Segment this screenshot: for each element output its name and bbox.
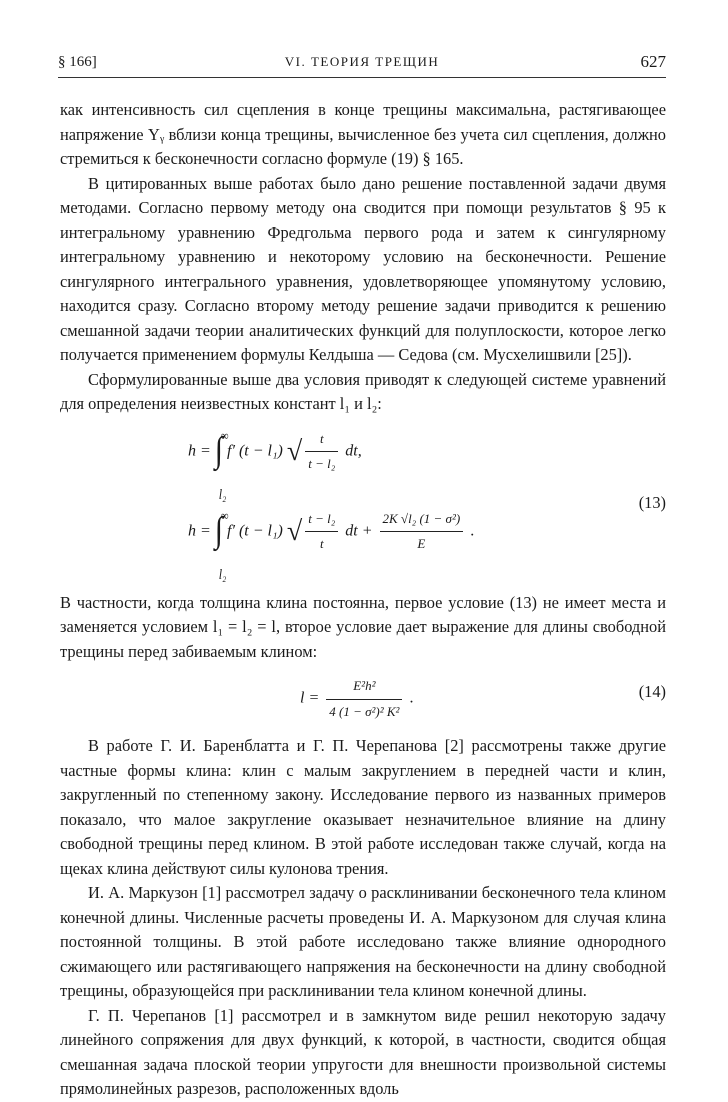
- eq13-l1-frac-den: t − l₂: [308, 456, 336, 471]
- paragraph-4: В частности, когда толщина клина постоянна, первое условие (13) не имеет места и заменяется условием l₁ = l₂ = l, второе условие дает выражение для длины свободной трещины перед забиваемым клином:: [60, 592, 666, 661]
- paragraph-7: Г. П. Черепанов [1] рассмотрел и в замкнутом виде решил некоторую задачу линейного сопряжения для двух функций, к которой, в частности, сводится общая смешанная задача плоской теории упругости для внешности произвольной системы прямолинейных разрезов, расположенных вдоль: [60, 1005, 666, 1098]
- eq13-l2-frac-den: t: [319, 536, 324, 551]
- page-number: 627: [640, 52, 666, 71]
- header-section: § 166]: [58, 54, 97, 70]
- equation-14-line: [300, 674, 413, 724]
- eq13-l2-frac2-den: E: [417, 536, 426, 551]
- eq13-l1-upper-limit: ∞: [220, 429, 229, 444]
- eq13-l2-lower-limit: l₂: [218, 566, 227, 583]
- eq13-l1-tail: dt,: [345, 442, 362, 460]
- header-rule: [58, 77, 666, 78]
- eq13-l2-integrand: f′ (t − l₁): [227, 522, 283, 540]
- eq14-fraction: [326, 674, 402, 724]
- eq13-l2-tail: .: [470, 522, 475, 540]
- running-header: [58, 52, 666, 76]
- page-body: [60, 98, 666, 1102]
- eq13-l1-frac-num: t: [305, 427, 338, 453]
- eq13-l2-upper-limit: ∞: [220, 509, 229, 524]
- sqrt-sign: √: [286, 515, 303, 547]
- equation-13: [60, 419, 666, 587]
- eq13-l2-fraction-2: [380, 507, 464, 557]
- eq13-l1-integrand: f′ (t − l₁): [227, 442, 283, 460]
- paragraph-6: И. А. Маркузон [1] рассмотрел задачу о расклинивании бесконечного тела клином конечной длины. Численные расчеты проведены И. А. Маркузоном для случая клина постоянной толщины. В этой работе исследовано также влияние однородного сжимающего или растягивающего напряжения на бесконечности на длину свободной трещины, образующейся при расклинивании тела клином конечной длины.: [60, 883, 666, 1000]
- integral-sign: ∫ ∞ l₂: [215, 437, 223, 466]
- eq14-den: 4 (1 − σ²)² K²: [329, 703, 400, 719]
- equation-13-number: (13): [638, 492, 666, 512]
- paragraph-5: В работе Г. И. Баренблатта и Г. П. Черепанова [2] рассмотрены также другие частные формы клина: клин с малым закруглением в передней части и клин, закругленный по степенному закону. Исследование первого из названных примеров показало, что малое закругление оказывает незначительное влияние на длину свободной трещины перед клином. В этой работе исследован также случай, когда на щеках клина действуют силы кулонова трения.: [60, 736, 666, 878]
- eq13-l2-lhs: h =: [188, 522, 211, 540]
- eq13-l2-frac-num: t − l₂: [305, 507, 338, 533]
- eq14-lhs: l =: [300, 689, 320, 707]
- sqrt-sign: √: [286, 435, 303, 467]
- equation-13-line-1: [188, 427, 362, 503]
- eq14-tail: .: [409, 689, 414, 707]
- eq13-l1-lhs: h =: [188, 442, 211, 460]
- eq13-l1-fraction: [305, 427, 338, 477]
- eq13-l2-frac2-num: 2K √l₂ (1 − σ²): [380, 507, 464, 533]
- paragraph-3: Сформулированные выше два условия приводят к следующей системе уравнений для определения неизвестных констант l₁ и l₂:: [60, 369, 666, 413]
- equation-14-number: (14): [638, 682, 666, 701]
- paragraph-1: как интенсивность сил сцепления в конце трещины максимальна, растягивающее напряжение Yᵧ вблизи конца трещины, вычисленное без учета сил сцепления, должно стремиться к бесконечности согласно формуле (19) § 165.: [60, 100, 666, 168]
- equation-14: [60, 668, 666, 719]
- paragraph-2: В цитированных выше работах было дано решение поставленной задачи двумя методами. Согласно первому методу она сводится при помощи результатов § 95 к интегральному уравнению Фредгольма первого рода и затем к сингулярному интегральному уравнению и некоторому условию на бесконечности. Решение сингулярного интегрального уравнения, удовлетворяющее упомянутому условию, находится сразу. Согласно второму методу решение задачи приводится к решению смешанной задачи теории аналитических функций для полуплоскости, которое легко получается применением формулы Келдыша — Седова (см. Мусхелишвили [25]).: [60, 173, 666, 364]
- eq14-num: E²h²: [326, 674, 402, 700]
- equation-13-line-2: [188, 507, 475, 583]
- header-chapter-title: VI. ТЕОРИЯ ТРЕЩИН: [284, 54, 440, 69]
- eq13-l1-lower-limit: l₂: [218, 486, 227, 503]
- eq13-l2-mid: dt +: [345, 522, 373, 540]
- integral-sign: ∫ ∞ l₂: [215, 517, 223, 546]
- eq13-l2-fraction: [305, 507, 338, 557]
